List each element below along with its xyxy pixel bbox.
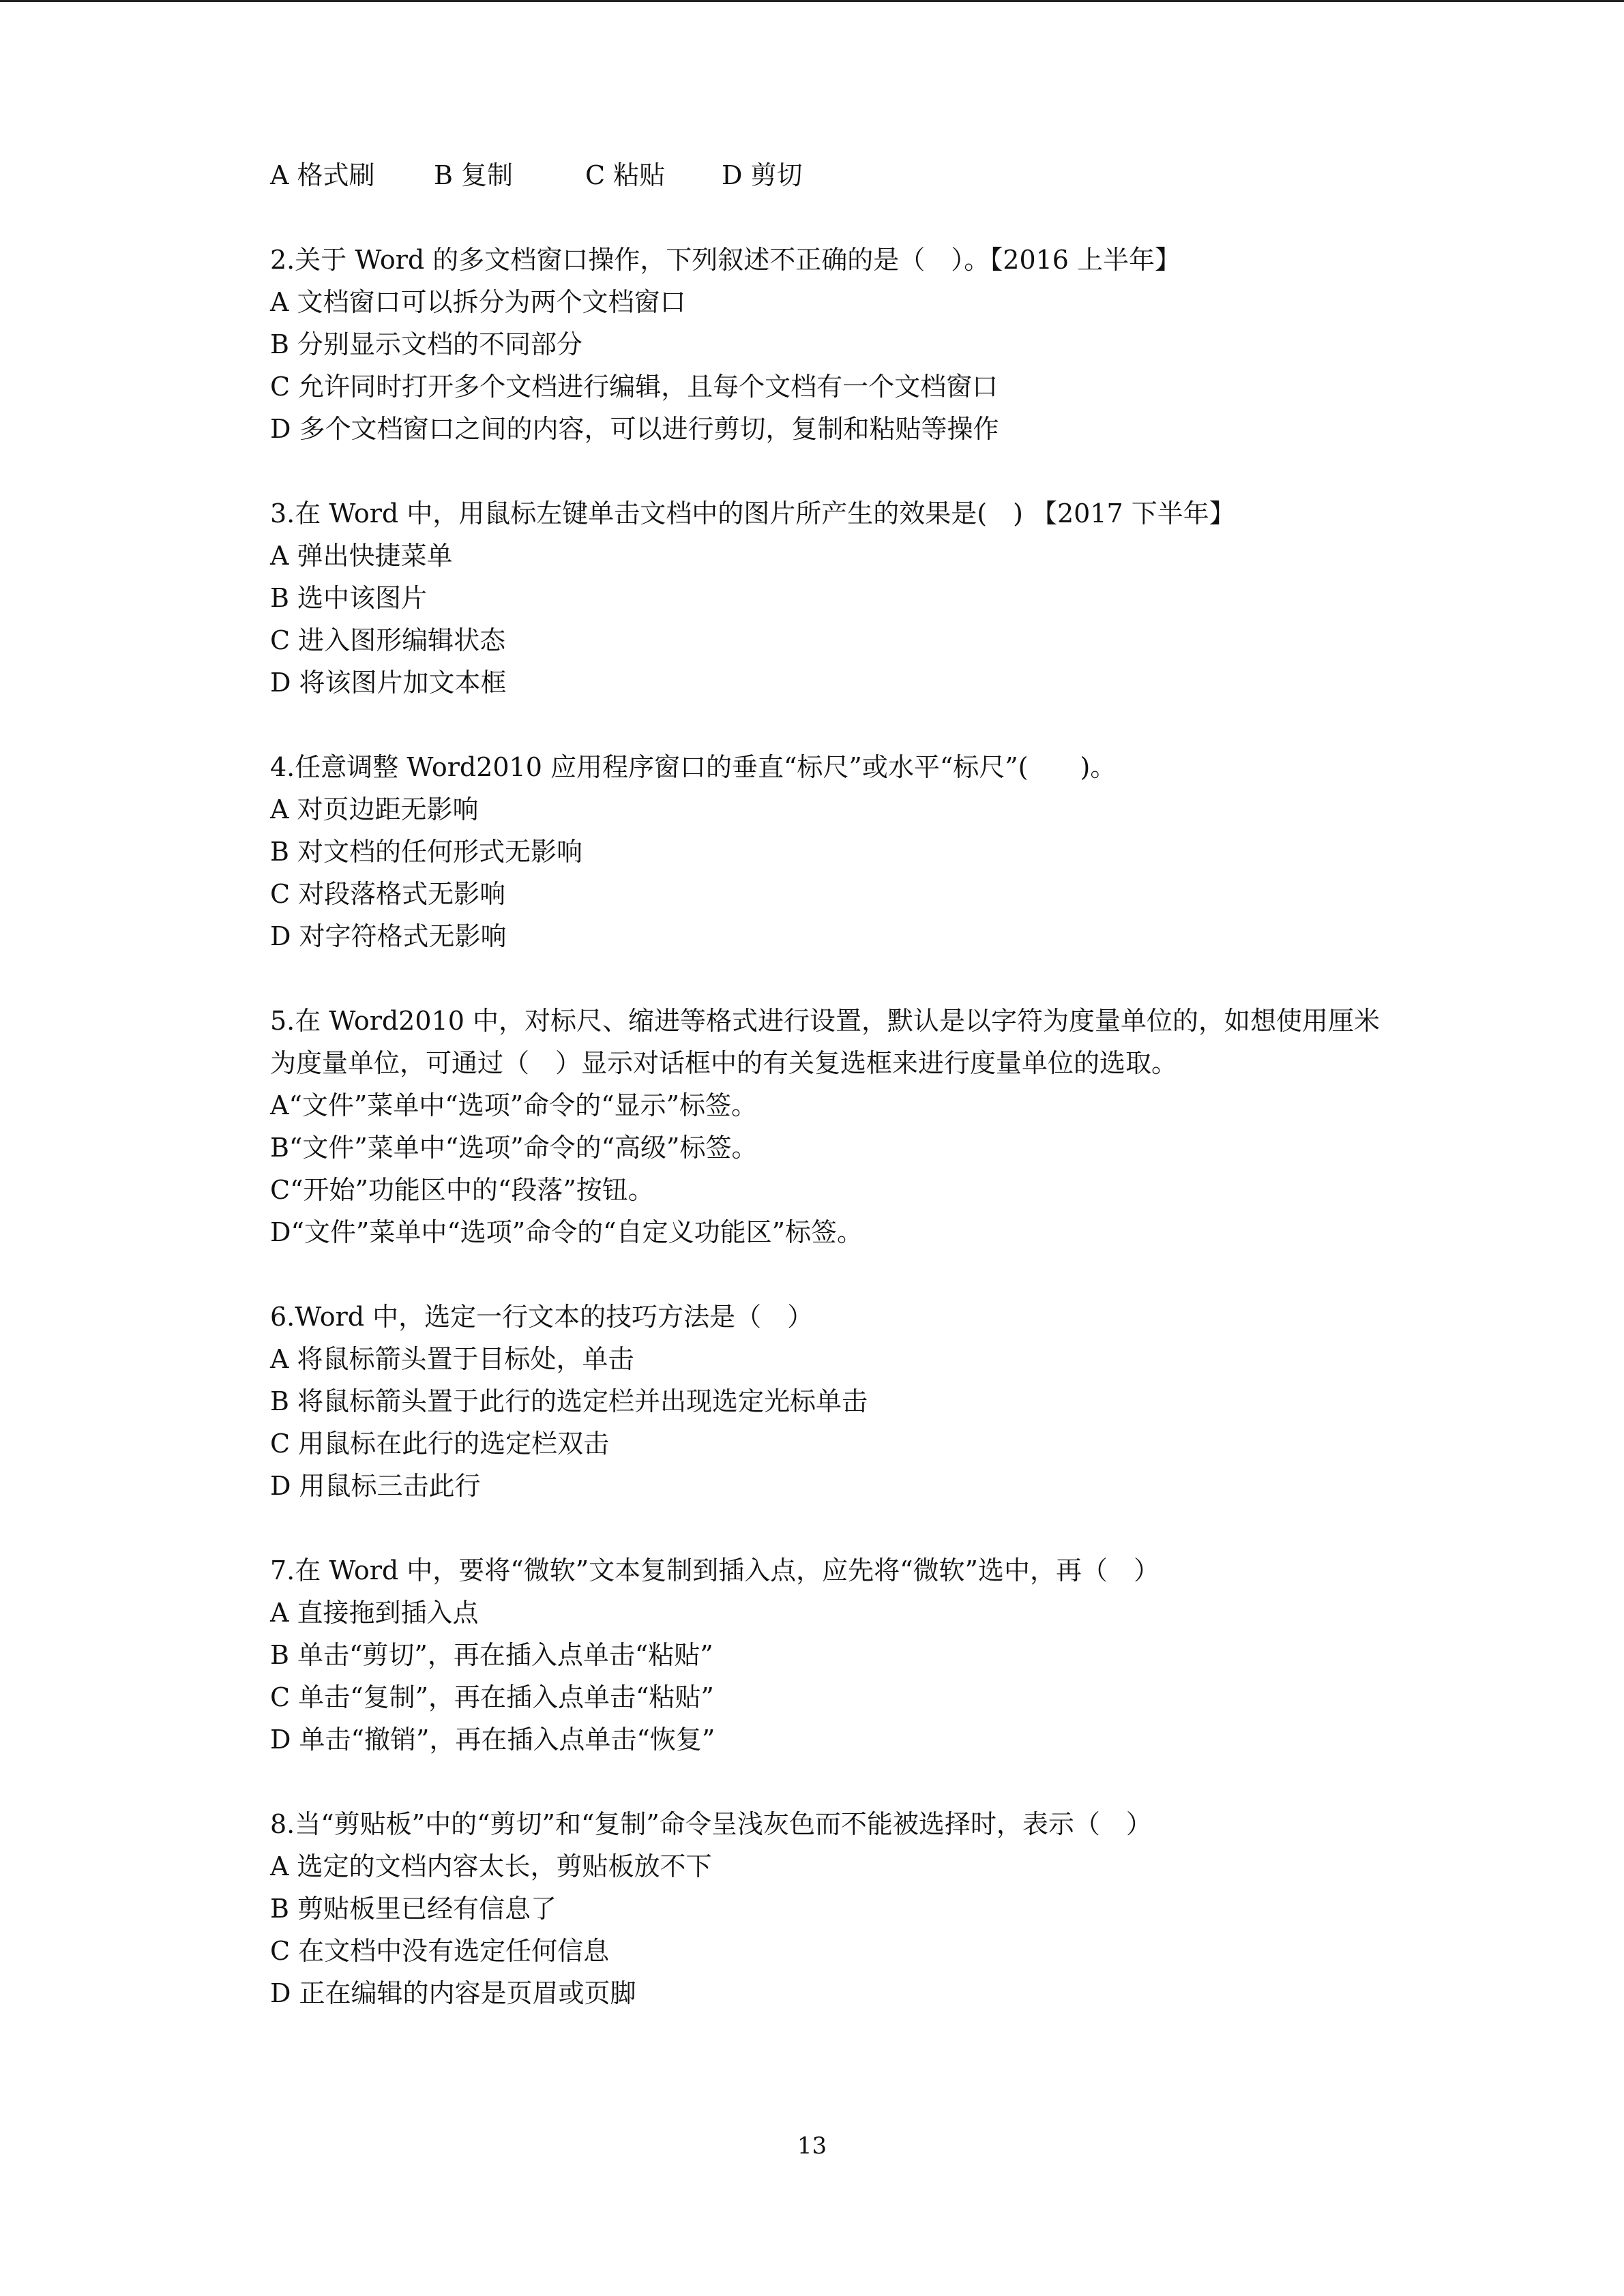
page-number: 13	[797, 2132, 827, 2160]
question-5-option-b: B“文件”菜单中“选项”命令的“高级”标签。	[270, 1133, 758, 1163]
question-3	[270, 492, 1498, 704]
question-3-option-c: C 进入图形编辑状态	[270, 625, 506, 655]
question-7-option-c: C 单击“复制”，再在插入点单击“粘贴”	[270, 1682, 714, 1712]
question-1-options	[270, 154, 1498, 196]
spacer	[270, 450, 1498, 492]
question-2-option-c: C 允许同时打开多个文档进行编辑，且每个文档有一个文档窗口	[270, 372, 999, 402]
question-1-option-d: D 剪切	[722, 160, 803, 190]
question-8-option-d: D 正在编辑的内容是页眉或页脚	[270, 1978, 636, 2008]
question-1-option-c: C 粘贴	[585, 160, 666, 190]
question-4-option-a: A 对页边距无影响	[270, 794, 479, 824]
question-8-option-a: A 选定的文档内容太长，剪贴板放不下	[270, 1851, 712, 1881]
question-1-option-b: B 复制	[434, 160, 514, 190]
question-5-stem-line-2: 为度量单位，可通过（ ）显示对话框中的有关复选框来进行度量单位的选取。	[270, 1048, 1178, 1078]
question-6-option-c: C 用鼠标在此行的选定栏双击	[270, 1429, 610, 1459]
question-2-stem: 2.关于 Word 的多文档窗口操作，下列叙述不正确的是（ ）。【2016 上半年】	[270, 245, 1181, 275]
question-2-option-b: B 分别显示文档的不同部分	[270, 329, 583, 359]
question-6	[270, 1296, 1498, 1507]
question-7-option-b: B 单击“剪切”，再在插入点单击“粘贴”	[270, 1640, 713, 1670]
question-2-option-a: A 文档窗口可以拆分为两个文档窗口	[270, 287, 686, 317]
question-2	[270, 239, 1498, 450]
question-3-option-b: B 选中该图片	[270, 583, 428, 613]
question-5-option-a: A“文件”菜单中“选项”命令的“显示”标签。	[270, 1090, 758, 1120]
question-2-option-d: D 多个文档窗口之间的内容，可以进行剪切，复制和粘贴等操作	[270, 414, 999, 444]
question-8-option-c: C 在文档中没有选定任何信息	[270, 1936, 610, 1966]
question-3-stem: 3.在 Word 中，用鼠标左键单击文档中的图片所产生的效果是( ) 【2017 下半年】	[270, 498, 1235, 528]
question-8	[270, 1803, 1498, 2014]
question-4	[270, 746, 1498, 957]
question-8-option-b: B 剪贴板里已经有信息了	[270, 1894, 557, 1924]
spacer	[270, 704, 1498, 746]
question-4-option-c: C 对段落格式无影响	[270, 879, 506, 909]
question-7-stem: 7.在 Word 中，要将“微软”文本复制到插入点，应先将“微软”选中，再（ ）	[270, 1555, 1160, 1585]
document-page	[270, 154, 1498, 2014]
spacer	[270, 1507, 1498, 1549]
spacer	[270, 957, 1498, 1000]
spacer	[270, 196, 1498, 239]
question-7	[270, 1549, 1498, 1761]
spacer	[270, 1761, 1498, 1803]
top-border-line	[0, 0, 1624, 2]
question-6-stem: 6.Word 中，选定一行文本的技巧方法是（ ）	[270, 1302, 814, 1332]
question-3-option-a: A 弹出快捷菜单	[270, 541, 453, 571]
question-6-option-b: B 将鼠标箭头置于此行的选定栏并出现选定光标单击	[270, 1386, 868, 1416]
question-6-option-a: A 将鼠标箭头置于目标处，单击	[270, 1344, 634, 1374]
question-3-option-d: D 将该图片加文本框	[270, 668, 507, 698]
question-4-option-b: B 对文档的任何形式无影响	[270, 837, 583, 867]
question-5	[270, 1000, 1498, 1253]
question-8-stem: 8.当“剪贴板”中的“剪切”和“复制”命令呈浅灰色而不能被选择时，表示（ ）	[270, 1809, 1152, 1839]
spacer	[270, 1253, 1498, 1296]
question-4-stem: 4.任意调整 Word2010 应用程序窗口的垂直“标尺”或水平“标尺”( )。	[270, 752, 1117, 782]
question-5-stem-line-1: 5.在 Word2010 中，对标尺、缩进等格式进行设置，默认是以字符为度量单位的，如想使用厘米	[270, 1006, 1380, 1036]
question-7-option-a: A 直接拖到插入点	[270, 1598, 479, 1628]
question-6-option-d: D 用鼠标三击此行	[270, 1471, 481, 1501]
question-5-option-c: C“开始”功能区中的“段落”按钮。	[270, 1175, 654, 1205]
question-1-option-a: A 格式刷	[270, 160, 375, 190]
question-7-option-d: D 单击“撤销”，再在插入点单击“恢复”	[270, 1725, 715, 1755]
question-4-option-d: D 对字符格式无影响	[270, 921, 507, 951]
question-5-option-d: D“文件”菜单中“选项”命令的“自定义功能区”标签。	[270, 1217, 863, 1247]
